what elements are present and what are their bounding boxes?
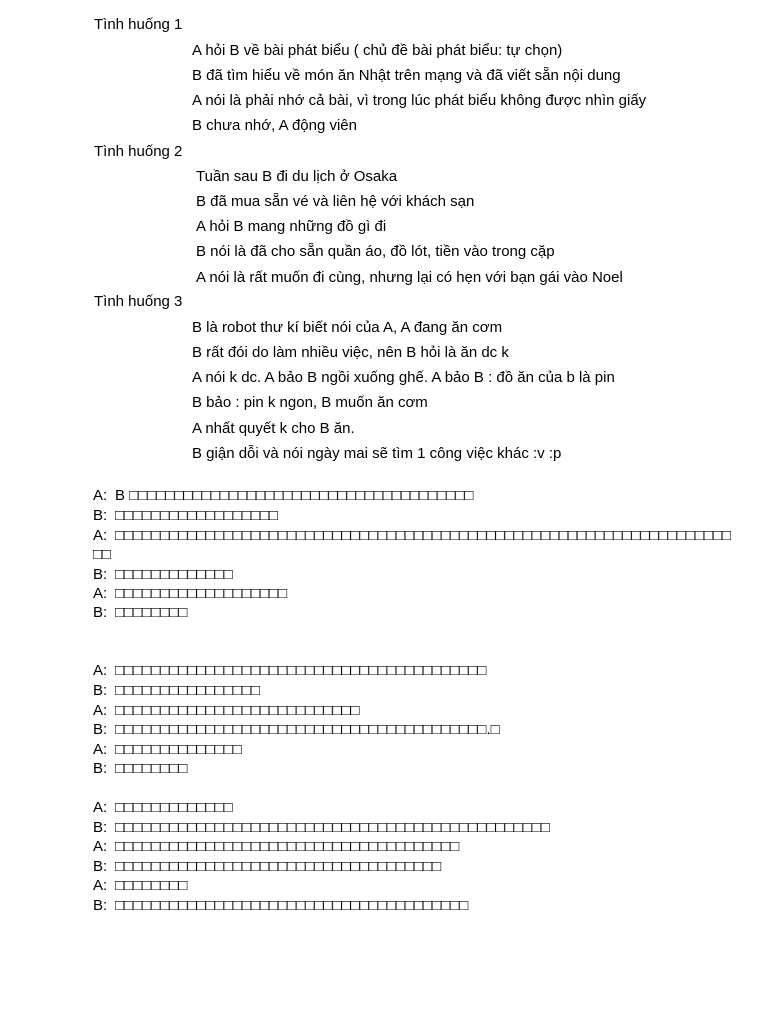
dialogue-text: □□□□□□□□□□□□□□□□□□□□□□□□□□□□□□□□□□□□□□: [115, 838, 460, 855]
speaker-label: A:: [93, 487, 108, 504]
situation-line: B chưa nhớ, A động viên: [192, 117, 357, 134]
speaker-label: A:: [93, 702, 108, 719]
dialogue-line-continuation: □□: [93, 546, 112, 563]
situation-line: A hỏi B về bài phát biểu ( chủ đề bài phát biểu: tự chọn): [192, 42, 563, 59]
dialogue-line: [93, 759, 187, 779]
dialogue-text: □□□□□□□□□□□□□□□□□□□: [115, 585, 288, 602]
speaker-label: A:: [93, 741, 108, 758]
dialogue-line: [93, 857, 441, 877]
dialogue-line: [93, 720, 500, 740]
dialogue-text: □□□□□□□□□□□□□□□□□□□□□□□□□□□: [115, 702, 360, 719]
situation-line: B rất đói do làm nhiều việc, nên B hỏi là ăn dc k: [192, 344, 509, 361]
dialogue-text: □□□□□□□□□□□□□□□□□□□□□□□□□□□□□□□□□□□□□□□□□: [115, 662, 487, 679]
situation-line: B đã tìm hiểu về món ăn Nhật trên mạng và đã viết sẵn nội dung: [192, 67, 621, 84]
dialogue-text: □□□□□□□□□□□□□: [115, 799, 233, 816]
dialogue-text: □□□□□□□□□□□□□□□□: [115, 682, 260, 699]
speaker-label: A:: [93, 585, 108, 602]
speaker-label: B:: [93, 760, 108, 777]
speaker-label: B:: [93, 858, 108, 875]
dialogue-text: □□□□□□□□□□□□□□□□□□□□□□□□□□□□□□□□□□□□□□□□□□□□□□□□□□□□□□□□□□□□□□□□□□□□: [115, 527, 732, 544]
dialogue-text: B □□□□□□□□□□□□□□□□□□□□□□□□□□□□□□□□□□□□□□: [115, 487, 474, 504]
dialogue-text: □□□□□□□□□□□□□□□□□□□□□□□□□□□□□□□□□□□□□□□□□.□: [115, 721, 500, 738]
dialogue-text: □□□□□□□□: [115, 760, 188, 777]
speaker-label: B:: [93, 721, 108, 738]
dialogue-line: [93, 701, 360, 721]
situation-line: A nhất quyết k cho B ăn.: [192, 420, 355, 437]
situation-line: A hỏi B mang những đồ gì đi: [196, 218, 387, 235]
speaker-label: B:: [93, 566, 108, 583]
dialogue-line: [93, 818, 550, 838]
situation-title: Tình huống 1: [94, 16, 183, 33]
dialogue-line: [93, 681, 260, 701]
dialogue-line: [93, 486, 473, 506]
dialogue-text: □□□□□□□□□□□□□□□□□□: [115, 507, 279, 524]
situation-line: A nói là phải nhớ cả bài, vì trong lúc phát biểu không được nhìn giấy: [192, 92, 647, 109]
dialogue-line: [93, 526, 731, 546]
dialogue-line: [93, 896, 468, 916]
dialogue-text: □□□□□□□□□□□□□□: [115, 741, 242, 758]
speaker-label: A:: [93, 662, 108, 679]
situation-title: Tình huống 3: [94, 293, 183, 310]
speaker-label: B:: [93, 819, 108, 836]
situation-line: A nói là rất muốn đi cùng, nhưng lại có hẹn với bạn gái vào Noel: [196, 269, 623, 286]
dialogue-line: [93, 837, 459, 857]
speaker-label: A:: [93, 877, 108, 894]
situation-title: Tình huống 2: [94, 143, 183, 160]
situation-line: B là robot thư kí biết nói của A, A đang ăn cơm: [192, 319, 503, 336]
dialogue-text: □□□□□□□□□□□□□□□□□□□□□□□□□□□□□□□□□□□□□□□: [115, 897, 469, 914]
speaker-label: A:: [93, 838, 108, 855]
speaker-label: A:: [93, 527, 108, 544]
dialogue-line: [93, 584, 287, 604]
speaker-label: B:: [93, 604, 108, 621]
speaker-label: B:: [93, 897, 108, 914]
speaker-label: A:: [93, 799, 108, 816]
dialogue-text: □□□□□□□□: [115, 604, 188, 621]
dialogue-line: [93, 603, 187, 623]
dialogue-text: □□□□□□□□: [115, 877, 188, 894]
situation-line: Tuần sau B đi du lịch ở Osaka: [196, 168, 398, 185]
dialogue-line: [93, 876, 187, 896]
dialogue-line: [93, 506, 278, 526]
speaker-label: B:: [93, 682, 108, 699]
dialogue-line: [93, 740, 242, 760]
situation-line: B giận dỗi và nói ngày mai sẽ tìm 1 công việc khác :v :p: [192, 445, 562, 462]
dialogue-text: □□□□□□□□□□□□□□□□□□□□□□□□□□□□□□□□□□□□: [115, 858, 442, 875]
dialogue-text: □□□□□□□□□□□□□: [115, 566, 233, 583]
dialogue-line: [93, 565, 233, 585]
dialogue-line: [93, 798, 233, 818]
situation-line: B bảo : pin k ngon, B muốn ăn cơm: [192, 394, 428, 411]
speaker-label: B:: [93, 507, 108, 524]
dialogue-text: □□□□□□□□□□□□□□□□□□□□□□□□□□□□□□□□□□□□□□□□□□□□□□□□: [115, 819, 550, 836]
situation-line: B đã mua sẵn vé và liên hệ với khách sạn: [196, 193, 475, 210]
dialogue-line: [93, 661, 486, 681]
situation-line: B nói là đã cho sẵn quần áo, đồ lót, tiền vào trong cặp: [196, 243, 555, 260]
situation-line: A nói k dc. A bảo B ngồi xuống ghế. A bảo B : đồ ăn của b là pin: [192, 369, 615, 386]
